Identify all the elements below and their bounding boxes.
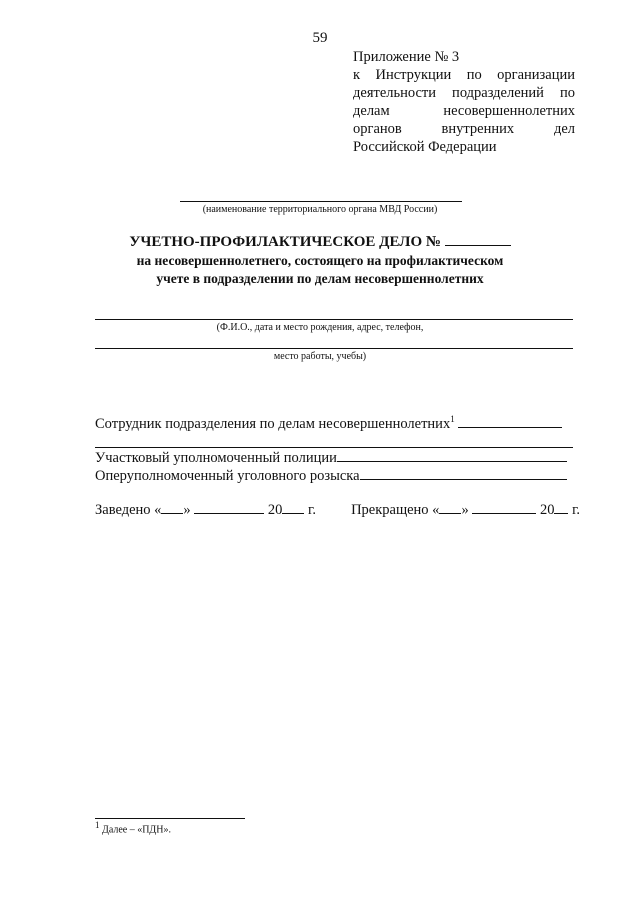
opened-label: Заведено « <box>95 502 162 518</box>
appendix-line: к Инструкции по организации <box>353 67 575 83</box>
closed-century: 20 <box>539 502 555 518</box>
closed-label: Прекращено « <box>351 502 440 518</box>
pdn-officer-label: Сотрудник подразделения по делам несовершеннолетних <box>95 415 451 432</box>
territorial-organ-line <box>180 201 462 202</box>
person-info-caption-2: место работы, учебы) <box>273 351 367 362</box>
opened-date <box>95 501 316 519</box>
territorial-organ-caption: (наименование территориального органа МВД России) <box>202 204 438 215</box>
opened-year-blank <box>282 501 304 514</box>
case-number-blank <box>445 233 511 246</box>
appendix-line: делам несовершеннолетних <box>353 103 575 119</box>
appendix-line: деятельности подразделений по <box>353 85 575 101</box>
closed-year-suffix: г. <box>572 502 580 518</box>
case-title-text: УЧЕТНО-ПРОФИЛАКТИЧЕСКОЕ ДЕЛО № <box>129 234 441 250</box>
page-number: 59 <box>312 30 328 46</box>
precinct-officer-label: Участковый уполномоченный полиции <box>95 450 337 466</box>
criminal-officer-label: Оперуполномоченный уголовного розыска <box>95 468 360 484</box>
dates-row <box>95 501 580 519</box>
precinct-officer-blank <box>337 449 567 462</box>
closed-month-blank <box>472 501 536 514</box>
opened-century: 20 <box>267 502 283 518</box>
opened-day-blank <box>161 501 183 514</box>
quote-close: » <box>461 502 469 518</box>
appendix-line: органов внутренних дел <box>353 121 575 137</box>
case-subtitle-1: на несовершеннолетнего, состоящего на профилактическом <box>136 253 504 268</box>
criminal-officer-blank <box>360 467 567 480</box>
footnote-text: Далее – «ПДН». <box>102 824 171 836</box>
appendix-reference <box>353 66 575 156</box>
criminal-officer-field <box>95 467 575 485</box>
person-info-line-1 <box>95 319 573 320</box>
precinct-officer-field <box>95 449 575 467</box>
person-info-line-2 <box>95 348 573 349</box>
case-subtitle-2: учете в подразделении по делам несовершеннолетних <box>156 271 484 286</box>
pdn-officer-blank <box>458 415 562 428</box>
quote-close: » <box>183 502 191 518</box>
closed-date <box>351 501 580 519</box>
footnote <box>95 820 171 835</box>
closed-day-blank <box>439 501 461 514</box>
pdn-officer-extra-line <box>95 447 573 448</box>
case-title <box>0 233 640 251</box>
opened-month-blank <box>194 501 264 514</box>
person-info-caption-1: (Ф.И.О., дата и место рождения, адрес, телефон, <box>216 322 424 333</box>
appendix-line: Российской Федерации <box>353 139 497 155</box>
footnote-separator <box>95 818 245 819</box>
closed-year-blank <box>554 501 568 514</box>
footnote-mark: 1 <box>95 820 100 830</box>
pdn-officer-field <box>95 414 575 433</box>
opened-year-suffix: г. <box>308 502 316 518</box>
appendix-title: Приложение № 3 <box>353 49 460 65</box>
footnote-ref: 1 <box>450 414 455 424</box>
